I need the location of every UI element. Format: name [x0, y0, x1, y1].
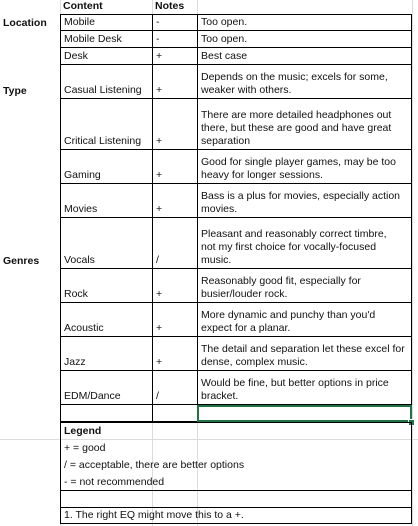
notes-header: Notes [155, 0, 185, 12]
cell[interactable] [197, 48, 412, 65]
content-label: Casual Listening [64, 84, 142, 96]
cell[interactable] [197, 269, 412, 303]
content-label: Mobile Desk [64, 33, 122, 45]
legend-item: - = not recommended [64, 476, 165, 488]
cell[interactable] [152, 371, 197, 405]
cell[interactable] [152, 337, 197, 371]
cell[interactable] [60, 507, 412, 524]
rating: / [156, 254, 159, 266]
cell[interactable] [152, 303, 197, 337]
note: Too open. [201, 16, 248, 28]
legend-row [0, 507, 418, 524]
note: Bass is a plus for movies, especially action movies. [201, 190, 401, 215]
cell[interactable] [197, 303, 412, 337]
content-label: EDM/Dance [64, 390, 121, 402]
content-label: Gaming [64, 169, 101, 181]
content-label: Rock [64, 288, 88, 300]
note: Reasonably good fit, especially for busier/louder rock. [201, 275, 361, 300]
cell[interactable] [60, 456, 412, 473]
cell[interactable] [197, 31, 412, 48]
table-row [0, 48, 418, 65]
legend-row [0, 439, 418, 456]
cell[interactable] [152, 48, 197, 65]
table-row [0, 65, 418, 99]
cell[interactable] [0, 65, 60, 99]
table-row [0, 337, 418, 371]
cell[interactable] [197, 371, 412, 405]
table-row [0, 371, 418, 405]
content-label: Jazz [64, 356, 86, 368]
legend-row [0, 490, 418, 507]
cell[interactable] [60, 422, 412, 439]
table-row [0, 269, 418, 303]
table-row [0, 218, 418, 269]
legend-footnote: 1. The right EQ might move this to a +. [64, 509, 244, 521]
cell[interactable] [197, 150, 412, 184]
rating: / [156, 390, 159, 402]
content-header: Content [63, 0, 103, 12]
cell[interactable] [0, 218, 60, 269]
note: Would be fine, but better options in price bracket. [201, 377, 389, 402]
cell[interactable] [60, 303, 152, 337]
table-row [0, 99, 418, 150]
cell[interactable] [60, 14, 152, 31]
table-row [0, 14, 418, 31]
cell[interactable] [60, 48, 152, 65]
cell[interactable] [152, 150, 197, 184]
cell[interactable] [60, 337, 152, 371]
legend-title: Legend [64, 425, 102, 437]
cell[interactable] [60, 490, 412, 507]
cell[interactable] [60, 31, 152, 48]
note: The detail and separation let these excel for dense, complex music. [201, 343, 405, 368]
cell[interactable] [197, 218, 412, 269]
cell[interactable] [152, 405, 197, 422]
header-row [0, 0, 418, 14]
cell[interactable] [60, 269, 152, 303]
cell[interactable] [152, 0, 197, 14]
cell[interactable] [197, 184, 412, 218]
cell[interactable] [60, 473, 412, 490]
note: Depends on the music; excels for some, weaker with others. [201, 71, 388, 96]
selected-cell[interactable] [197, 405, 412, 422]
content-label: Acoustic [64, 322, 104, 334]
legend-item: / = acceptable, there are better options [64, 459, 245, 471]
legend-row [0, 456, 418, 473]
rating: - [156, 16, 160, 28]
cell[interactable] [60, 0, 152, 14]
cell[interactable] [152, 99, 197, 150]
cell[interactable] [60, 405, 152, 422]
rating: + [156, 288, 163, 300]
content-label: Desk [64, 50, 88, 62]
cell[interactable] [152, 31, 197, 48]
note: Good for single player games, may be too heavy for longer sessions. [201, 156, 396, 181]
content-label: Vocals [64, 254, 95, 266]
table-row [0, 150, 418, 184]
rating: - [156, 33, 160, 45]
cell[interactable] [60, 184, 152, 218]
note: Best case [201, 50, 248, 62]
cell[interactable] [0, 14, 60, 31]
content-label: Movies [64, 203, 98, 215]
rating: + [156, 169, 163, 181]
cell[interactable] [60, 439, 412, 456]
cell[interactable] [152, 65, 197, 99]
cell[interactable] [152, 14, 197, 31]
cell[interactable] [152, 218, 197, 269]
table-row [0, 405, 418, 422]
rating: + [156, 50, 163, 62]
table-row [0, 184, 418, 218]
cell[interactable] [60, 218, 152, 269]
legend-title-row [0, 422, 418, 439]
table-row [0, 31, 418, 48]
cell[interactable] [60, 65, 152, 99]
legend-item: + = good [64, 442, 106, 454]
cell[interactable] [197, 65, 412, 99]
rating: + [156, 135, 163, 147]
rating: + [156, 322, 163, 334]
section-label-type: Type [3, 85, 27, 97]
cell[interactable] [197, 99, 412, 150]
content-label: Mobile [64, 16, 95, 28]
section-label-location: Location [3, 17, 47, 29]
cell[interactable] [152, 184, 197, 218]
table-row [0, 303, 418, 337]
cell[interactable] [60, 99, 152, 150]
note: There are more detailed headphones out there, but these are good and have great separation [201, 109, 392, 147]
legend-row [0, 473, 418, 490]
cell[interactable] [197, 337, 412, 371]
cell[interactable] [60, 150, 152, 184]
section-label-genres: Genres [3, 255, 40, 267]
note: More dynamic and punchy than you'd expect for a planar. [201, 309, 376, 334]
cell[interactable] [60, 371, 152, 405]
note: Too open. [201, 33, 248, 45]
cell[interactable] [197, 14, 412, 31]
content-label: Critical Listening [64, 135, 142, 147]
cell[interactable] [152, 269, 197, 303]
note: Pleasant and reasonably correct timbre, not my first choice for vocally-focused music. [201, 228, 387, 266]
rating: + [156, 356, 163, 368]
rating: + [156, 203, 163, 215]
rating: + [156, 84, 163, 96]
